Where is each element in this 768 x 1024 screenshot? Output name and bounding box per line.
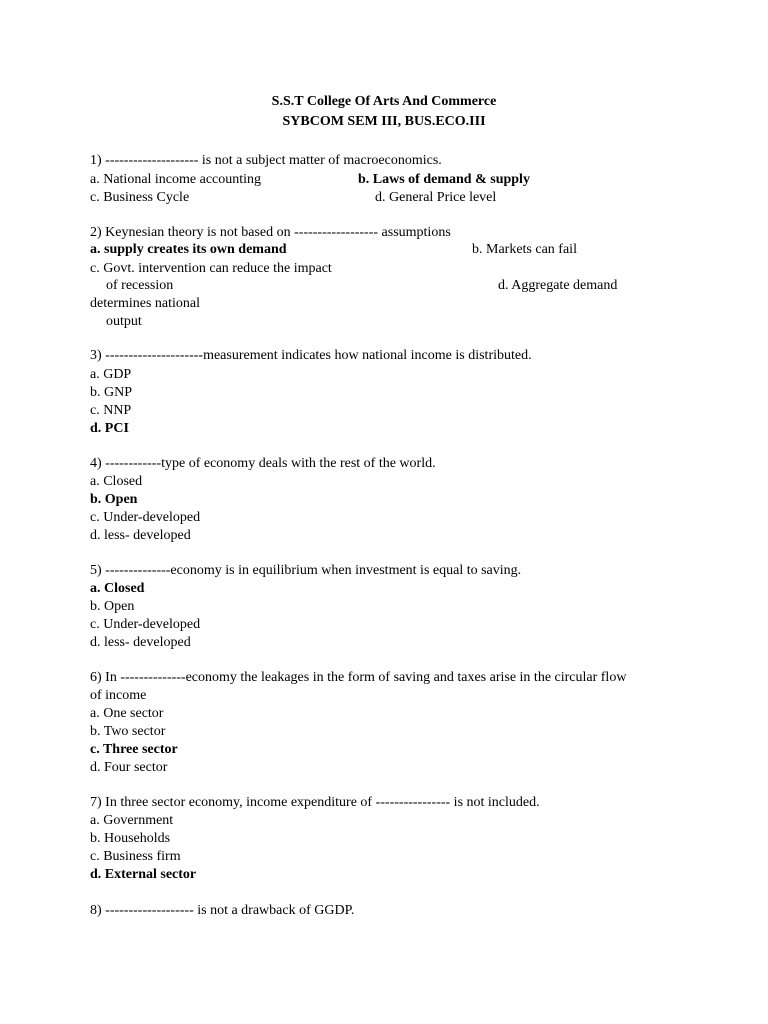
option-5a: a. Closed [90,581,145,596]
option-3d: d. PCI [90,421,129,436]
option-4c: c. Under-developed [90,510,201,525]
option-5d: d. less- developed [90,635,191,650]
question-5: 5) --------------economy is in equilibrium when investment is equal to saving. [90,563,522,578]
question-7: 7) In three sector economy, income expenditure of ---------------- is not included. [90,795,540,810]
option-2c: c. Govt. intervention can reduce the impact [90,261,332,276]
option-1b: b. Laws of demand & supply [358,172,530,187]
question-8: 8) ------------------- is not a drawback of GGDP. [90,903,355,918]
question-6-cont: of income [90,688,147,703]
college-title: S.S.T College Of Arts And Commerce [271,94,497,109]
option-5b: b. Open [90,599,135,614]
option-7c: c. Business firm [90,849,181,864]
option-2d-cont2: output [106,314,142,329]
option-2b: b. Markets can fail [472,242,577,257]
option-7b: b. Households [90,831,171,846]
option-3a: a. GDP [90,367,132,382]
option-1d: d. General Price level [375,190,497,205]
option-4a: a. Closed [90,474,143,489]
option-2d: d. Aggregate demand [498,278,618,293]
option-3b: b. GNP [90,385,133,400]
course-title: SYBCOM SEM III, BUS.ECO.III [282,114,486,129]
option-7a: a. Government [90,813,174,828]
option-1c: c. Business Cycle [90,190,190,205]
option-2a: a. supply creates its own demand [90,242,287,257]
question-6: 6) In --------------economy the leakages in the form of saving and taxes arise in the circular flow [90,670,627,685]
option-6a: a. One sector [90,706,164,721]
question-3: 3) ---------------------measurement indicates how national income is distributed. [90,348,532,363]
option-7d: d. External sector [90,867,197,882]
option-1a: a. National income accounting [90,172,262,187]
option-2d-cont: determines national [90,296,201,311]
option-6d: d. Four sector [90,760,168,775]
question-2: 2) Keynesian theory is not based on ------------------ assumptions [90,225,451,240]
option-6b: b. Two sector [90,724,166,739]
option-4d: d. less- developed [90,528,191,543]
option-2c-cont: of recession [106,278,174,293]
option-5c: c. Under-developed [90,617,201,632]
option-6c: c. Three sector [90,742,178,757]
question-4: 4) ------------type of economy deals with the rest of the world. [90,456,436,471]
option-3c: c. NNP [90,403,132,418]
option-4b: b. Open [90,492,138,507]
question-1: 1) -------------------- is not a subject matter of macroeconomics. [90,153,442,168]
